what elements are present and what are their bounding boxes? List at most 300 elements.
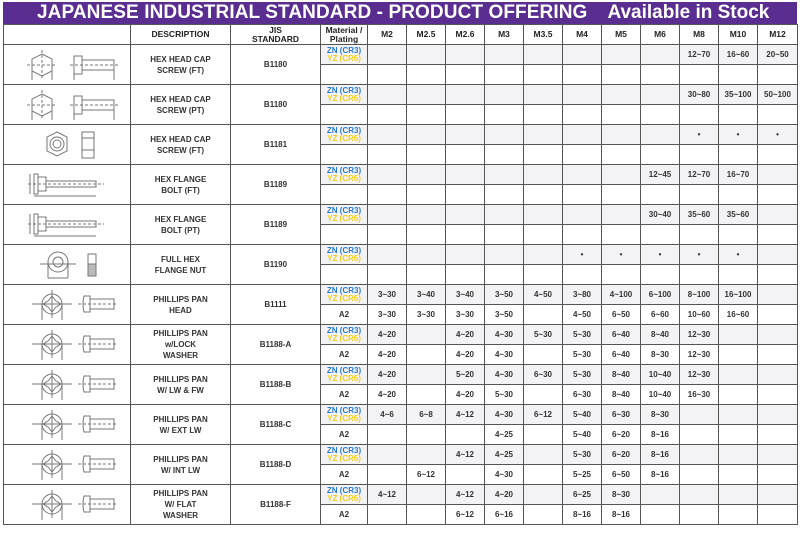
jis-standard-code: B1188-A (231, 325, 321, 365)
size-length-range (758, 245, 798, 265)
size-length-range (446, 45, 485, 65)
size-length-range: 8~30 (602, 485, 641, 505)
product-description (131, 245, 231, 285)
size-length-range: 6~40 (602, 345, 641, 365)
size-length-range (446, 85, 485, 105)
phillips-pan-ext-lw-icon (4, 405, 131, 445)
size-length-range (680, 225, 719, 245)
product-row (4, 205, 798, 225)
size-length-range (680, 145, 719, 165)
size-length-range: 6~8 (407, 405, 446, 425)
product-description (131, 85, 231, 125)
material-yz-label: YZ (CR6) (327, 373, 361, 383)
size-length-range: 5~30 (524, 325, 563, 345)
header-size-m2-5: M2.5 (407, 25, 446, 45)
size-length-range: 16~30 (680, 385, 719, 405)
header-size-m8: M8 (680, 25, 719, 45)
product-description (131, 285, 231, 325)
header-size-m6: M6 (641, 25, 680, 45)
size-length-range: 4~30 (485, 365, 524, 385)
title-banner (3, 2, 797, 24)
size-length-range: 12~45 (641, 165, 680, 185)
size-length-range: 10~40 (641, 365, 680, 385)
header-size-m5: M5 (602, 25, 641, 45)
size-length-range: 4~12 (446, 445, 485, 465)
size-length-range (524, 165, 563, 185)
size-length-range: 4~20 (368, 365, 407, 385)
size-length-range: 6~60 (641, 305, 680, 325)
header-size-m10: M10 (719, 25, 758, 45)
size-length-range (524, 205, 563, 225)
description-line: HEX FLANGE (154, 214, 207, 224)
material-zn-label: ZN (CR3) (326, 205, 362, 215)
size-length-range: 6~20 (602, 445, 641, 465)
size-length-range (368, 145, 407, 165)
size-length-range (719, 65, 758, 85)
header-row (4, 25, 798, 45)
size-length-range (485, 225, 524, 245)
size-length-range (641, 145, 680, 165)
size-length-range (719, 505, 758, 525)
size-length-range: • (758, 125, 798, 145)
description-line: PHILLIPS PAN (153, 329, 208, 338)
size-length-range (680, 265, 719, 285)
size-length-range (758, 305, 798, 325)
size-length-range: 50~100 (758, 85, 798, 105)
size-length-range (602, 65, 641, 85)
size-length-range: 5~40 (563, 425, 602, 445)
description-line: PHILLIPS PAN (153, 489, 208, 498)
size-length-range (563, 165, 602, 185)
size-length-range (524, 445, 563, 465)
size-length-range (446, 145, 485, 165)
material-a2-label: A2 (321, 465, 368, 485)
phillips-pan-lock-washer-icon (4, 325, 131, 365)
size-length-range: 16~60 (719, 305, 758, 325)
size-length-range (719, 425, 758, 445)
hex-flange-bolt-pt-icon (4, 205, 131, 245)
size-length-range: 4~50 (524, 285, 563, 305)
jis-standard-code: B1180 (231, 85, 321, 125)
size-length-range (524, 485, 563, 505)
phillips-pan-lw-fw-icon (4, 365, 131, 405)
size-length-range: 35~60 (680, 205, 719, 225)
material-plating-cell (321, 325, 368, 345)
product-description (131, 165, 231, 205)
size-length-range (368, 205, 407, 225)
size-length-range: 5~20 (446, 365, 485, 385)
size-length-range (524, 425, 563, 445)
description-line: HEX HEAD CAP (150, 94, 211, 104)
product-description (131, 405, 231, 445)
size-length-range: 3~50 (485, 305, 524, 325)
description-line: W/ INT LW (160, 465, 201, 475)
material-zn-label: ZN (CR3) (326, 165, 362, 175)
size-length-range (485, 105, 524, 125)
size-length-range: 8~16 (641, 425, 680, 445)
material-zn-label: ZN (CR3) (326, 445, 362, 455)
header-size-m4: M4 (563, 25, 602, 45)
size-length-range: • (641, 245, 680, 265)
size-length-range (680, 65, 719, 85)
size-length-range (719, 345, 758, 365)
product-row (4, 165, 798, 185)
size-length-range (407, 245, 446, 265)
size-length-range (485, 245, 524, 265)
size-length-range (407, 205, 446, 225)
material-plating-cell (321, 485, 368, 505)
material-plating-cell (321, 445, 368, 465)
size-length-range: 4~30 (485, 345, 524, 365)
size-length-range (563, 125, 602, 145)
phillips-pan-head-icon (4, 285, 131, 325)
material-yz-label: YZ (CR6) (327, 53, 361, 63)
material-a2-label: A2 (321, 505, 368, 525)
size-length-range (758, 385, 798, 405)
material-a2-label (321, 265, 368, 285)
material-yz-label: YZ (CR6) (327, 493, 361, 503)
size-length-range: • (602, 245, 641, 265)
header-description: DESCRIPTION (131, 25, 231, 45)
material-a2-label: A2 (321, 385, 368, 405)
size-length-range: 4~30 (485, 465, 524, 485)
size-length-range (407, 85, 446, 105)
size-length-range (368, 425, 407, 445)
size-length-range (641, 65, 680, 85)
product-description (131, 325, 231, 365)
jis-standard-code: B1189 (231, 205, 321, 245)
size-length-range: 20~50 (758, 45, 798, 65)
size-length-range (407, 385, 446, 405)
size-length-range (641, 125, 680, 145)
size-length-range (758, 185, 798, 205)
size-length-range (524, 85, 563, 105)
size-length-range (407, 45, 446, 65)
size-length-range: 4~30 (485, 405, 524, 425)
size-length-range: 8~40 (602, 365, 641, 385)
jis-standard-code: B1190 (231, 245, 321, 285)
material-plating-cell (321, 285, 368, 305)
size-length-range (407, 225, 446, 245)
size-length-range (563, 45, 602, 65)
description-line: WASHER (162, 351, 199, 360)
size-length-range: 4~6 (368, 405, 407, 425)
description-line: SCREW (FT) (156, 65, 205, 75)
size-length-range (758, 225, 798, 245)
description-line: HEX HEAD CAP (150, 54, 211, 64)
size-length-range (680, 445, 719, 465)
product-description (131, 205, 231, 245)
size-length-range (368, 505, 407, 525)
size-length-range (602, 145, 641, 165)
material-a2-label: A2 (321, 425, 368, 445)
size-length-range (407, 485, 446, 505)
size-length-range: 12~30 (680, 325, 719, 345)
description-line: HEX HEAD CAP (150, 134, 211, 144)
size-length-range (719, 325, 758, 345)
size-length-range (680, 505, 719, 525)
size-length-range: 8~40 (641, 325, 680, 345)
size-length-range: 4~12 (368, 485, 407, 505)
hex-flange-bolt-ft-icon (4, 165, 131, 205)
size-length-range (368, 225, 407, 245)
size-length-range (368, 445, 407, 465)
product-row (4, 85, 798, 105)
product-offering-table (3, 24, 798, 525)
description-line: w/LOCK (164, 340, 197, 349)
size-length-range (524, 65, 563, 85)
jis-standard-code: B1188-D (231, 445, 321, 485)
size-length-range: 12~70 (680, 165, 719, 185)
size-length-range (485, 205, 524, 225)
size-length-range (446, 245, 485, 265)
size-length-range: • (680, 125, 719, 145)
header-size-m2: M2 (368, 25, 407, 45)
size-length-range (758, 65, 798, 85)
material-plating-cell (321, 245, 368, 265)
description-line: PHILLIPS PAN (153, 294, 208, 304)
material-yz-label: YZ (CR6) (327, 173, 361, 183)
product-row (4, 365, 798, 385)
page-title: JAPANESE INDUSTRIAL STANDARD - PRODUCT OFFERING (37, 2, 588, 23)
jis-standard-code: B1189 (231, 165, 321, 205)
material-zn-label: ZN (CR3) (326, 405, 362, 415)
size-length-range (641, 265, 680, 285)
size-length-range (524, 105, 563, 125)
size-length-range: 4~20 (485, 485, 524, 505)
size-length-range (641, 485, 680, 505)
material-yz-label: YZ (CR6) (327, 293, 361, 303)
material-yz-label: YZ (CR6) (327, 133, 361, 143)
size-length-range: 6~12 (446, 505, 485, 525)
description-line: SCREW (FT) (156, 145, 205, 155)
header-material (321, 25, 368, 45)
size-length-range (758, 265, 798, 285)
size-length-range (368, 125, 407, 145)
material-plating-cell (321, 125, 368, 145)
size-length-range: 4~20 (368, 385, 407, 405)
size-length-range (524, 385, 563, 405)
size-length-range: 4~25 (485, 445, 524, 465)
material-plating-cell (321, 205, 368, 225)
size-length-range: 8~40 (602, 385, 641, 405)
size-length-range (407, 445, 446, 465)
size-length-range (524, 185, 563, 205)
jis-standard-code: B1111 (231, 285, 321, 325)
size-length-range (758, 165, 798, 185)
size-length-range (602, 125, 641, 145)
size-length-range (524, 225, 563, 245)
product-row (4, 245, 798, 265)
material-zn-label: ZN (CR3) (326, 325, 362, 335)
size-length-range: 30~40 (641, 205, 680, 225)
size-length-range (758, 445, 798, 465)
size-length-range: 3~40 (407, 285, 446, 305)
size-length-range (758, 145, 798, 165)
size-length-range: 6~30 (602, 405, 641, 425)
size-length-range: 6~12 (524, 405, 563, 425)
size-length-range: 16~100 (719, 285, 758, 305)
size-length-range (758, 345, 798, 365)
size-length-range (407, 105, 446, 125)
material-a2-label (321, 185, 368, 205)
product-description (131, 445, 231, 485)
size-length-range (485, 65, 524, 85)
size-length-range (407, 425, 446, 445)
size-length-range (524, 505, 563, 525)
size-length-range: 3~80 (563, 285, 602, 305)
material-a2-label (321, 145, 368, 165)
size-length-range: 35~100 (719, 85, 758, 105)
size-length-range (602, 265, 641, 285)
header-size-m3: M3 (485, 25, 524, 45)
description-line: W/ FLAT (164, 500, 197, 509)
header-image (4, 25, 131, 45)
phillips-pan-int-lw-icon (4, 445, 131, 485)
size-length-range (368, 185, 407, 205)
size-length-range (602, 205, 641, 225)
material-zn-label: ZN (CR3) (326, 285, 362, 295)
size-length-range (368, 45, 407, 65)
size-length-range: 12~70 (680, 45, 719, 65)
size-length-range (368, 105, 407, 125)
size-length-range: 5~30 (563, 345, 602, 365)
size-length-range (719, 485, 758, 505)
size-length-range (719, 465, 758, 485)
size-length-range (758, 285, 798, 305)
description-line: PHILLIPS PAN (153, 374, 208, 384)
size-length-range (485, 185, 524, 205)
material-plating-cell (321, 365, 368, 385)
size-length-range (758, 425, 798, 445)
size-length-range (641, 185, 680, 205)
size-length-range (719, 385, 758, 405)
size-length-range (368, 65, 407, 85)
size-length-range: 8~16 (602, 505, 641, 525)
size-length-range (485, 45, 524, 65)
header-jis-standard (231, 25, 321, 45)
size-length-range (758, 505, 798, 525)
product-row (4, 405, 798, 425)
description-line: BOLT (PT) (161, 225, 200, 235)
material-a2-label (321, 225, 368, 245)
header-size-m12: M12 (758, 25, 798, 45)
size-length-range: 6~25 (563, 485, 602, 505)
size-length-range: 4~100 (602, 285, 641, 305)
size-length-range (680, 485, 719, 505)
product-description (131, 485, 231, 525)
product-description (131, 125, 231, 165)
size-length-range: • (719, 125, 758, 145)
description-line: FULL HEX (161, 254, 200, 264)
product-rows (4, 45, 798, 525)
size-length-range: 5~25 (563, 465, 602, 485)
description-line: SCREW (PT) (156, 105, 205, 115)
size-length-range (368, 85, 407, 105)
size-length-range (524, 145, 563, 165)
size-length-range: 4~20 (446, 385, 485, 405)
availability-label: Available in Stock (607, 2, 770, 23)
size-length-range (446, 465, 485, 485)
size-length-range: 6~12 (407, 465, 446, 485)
size-length-range: 8~16 (563, 505, 602, 525)
material-yz-label: YZ (CR6) (327, 413, 361, 423)
size-length-range: 6~50 (602, 465, 641, 485)
size-length-range (368, 265, 407, 285)
size-length-range (446, 425, 485, 445)
material-zn-label: ZN (CR3) (326, 365, 362, 375)
size-length-range: 5~40 (563, 405, 602, 425)
material-a2-label: A2 (321, 305, 368, 325)
product-row (4, 45, 798, 65)
size-length-range (407, 325, 446, 345)
size-length-range: 3~40 (446, 285, 485, 305)
product-description (131, 365, 231, 405)
material-plating-cell (321, 405, 368, 425)
size-length-range (524, 125, 563, 145)
size-length-range (407, 265, 446, 285)
size-length-range: 8~16 (641, 445, 680, 465)
size-length-range: 8~30 (641, 405, 680, 425)
material-yz-label: YZ (CR6) (327, 333, 361, 343)
jis-standard-code: B1180 (231, 45, 321, 85)
size-length-range (407, 145, 446, 165)
size-length-range: 3~30 (368, 285, 407, 305)
jis-standard-code: B1181 (231, 125, 321, 165)
material-a2-label (321, 65, 368, 85)
size-length-range (602, 225, 641, 245)
size-length-range: 3~50 (485, 285, 524, 305)
size-length-range (524, 45, 563, 65)
description-line: PHILLIPS PAN (153, 454, 208, 464)
size-length-range (719, 185, 758, 205)
size-length-range (563, 145, 602, 165)
material-zn-label: ZN (CR3) (326, 45, 362, 55)
size-length-range (680, 405, 719, 425)
size-length-range (368, 165, 407, 185)
jis-standard-code: B1188-F (231, 485, 321, 525)
description-line: FLANGE NUT (154, 265, 207, 275)
size-length-range (641, 45, 680, 65)
size-length-range (719, 405, 758, 425)
material-zn-label: ZN (CR3) (326, 125, 362, 135)
size-length-range (602, 45, 641, 65)
size-length-range: 12~30 (680, 345, 719, 365)
size-length-range (563, 225, 602, 245)
size-length-range: 8~30 (641, 345, 680, 365)
size-length-range (641, 85, 680, 105)
size-length-range: 5~30 (563, 445, 602, 465)
size-length-range (719, 145, 758, 165)
size-length-range: 5~30 (563, 325, 602, 345)
product-row (4, 485, 798, 505)
size-length-range: 6~50 (602, 305, 641, 325)
size-length-range (602, 85, 641, 105)
size-length-range (641, 105, 680, 125)
size-length-range: 6~30 (563, 385, 602, 405)
size-length-range (758, 205, 798, 225)
header-material-line1: Material / (325, 24, 363, 35)
size-length-range (485, 265, 524, 285)
size-length-range (524, 265, 563, 285)
product-description (131, 45, 231, 85)
material-a2-label (321, 105, 368, 125)
size-length-range (602, 165, 641, 185)
material-plating-cell (321, 165, 368, 185)
size-length-range: 16~70 (719, 165, 758, 185)
material-plating-cell (321, 85, 368, 105)
size-length-range: 4~20 (446, 345, 485, 365)
